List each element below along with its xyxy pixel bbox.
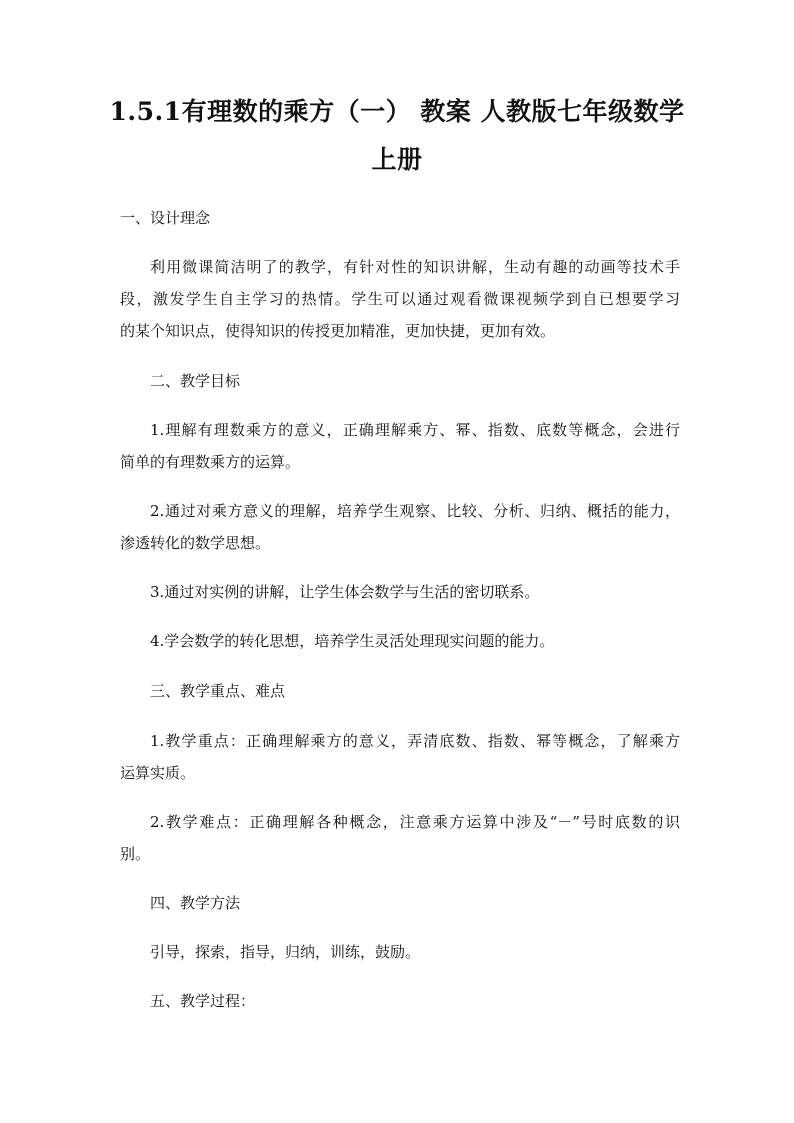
document-title-line-2: 上册 <box>371 145 423 174</box>
methods-text: 引导，探索，指导，归纳，训练，鼓励。 <box>150 943 421 961</box>
goal-1-line-1: 1.理解有理数乘方的意义，正确理解乘方、幂、指数、底数等概念，会进行 <box>150 421 680 439</box>
keypoint-2-line-1: 2.教学难点：正确理解各种概念，注意乘方运算中涉及“－”号时底数的识 <box>150 813 680 831</box>
goal-2-line-2: 渗透转化的数学思想。 <box>120 534 271 552</box>
keypoint-2-line-2: 别。 <box>120 845 151 863</box>
goal-3: 3.通过对实例的讲解，让学生体会数学与生活的密切联系。 <box>150 583 540 601</box>
section-heading-process: 五、教学过程： <box>150 992 256 1010</box>
section-heading-design: 一、设计理念 <box>120 209 211 227</box>
section-heading-keypoints: 三、教学重点、难点 <box>150 682 286 700</box>
design-paragraph-line-3: 的某个知识点，使得知识的传授更加精准，更加快捷，更加有效。 <box>120 322 556 340</box>
keypoint-1-line-2: 运算实质。 <box>120 764 196 782</box>
keypoint-1-line-1: 1.教学重点：正确理解乘方的意义，弄清底数、指数、幂等概念，了解乘方 <box>150 732 680 750</box>
goal-1-line-2: 简单的有理数乘方的运算。 <box>120 453 301 471</box>
design-paragraph-line-2: 段，激发学生自主学习的热情。学生可以通过观看微课视频学到自已想要学习 <box>120 290 680 308</box>
section-heading-goals: 二、教学目标 <box>150 372 241 390</box>
document-title-line-1: 1.5.1有理数的乘方（一） 教案 人教版七年级数学 <box>109 97 685 126</box>
design-paragraph-line-1: 利用微课简洁明了的教学，有针对性的知识讲解，生动有趣的动画等技术手 <box>150 258 680 276</box>
section-heading-methods: 四、教学方法 <box>150 894 241 912</box>
goal-2-line-1: 2.通过对乘方意义的理解，培养学生观察、比较、分析、归纳、概括的能力， <box>150 502 680 520</box>
goal-4: 4.学会数学的转化思想，培养学生灵活处理现实问题的能力。 <box>150 632 555 650</box>
